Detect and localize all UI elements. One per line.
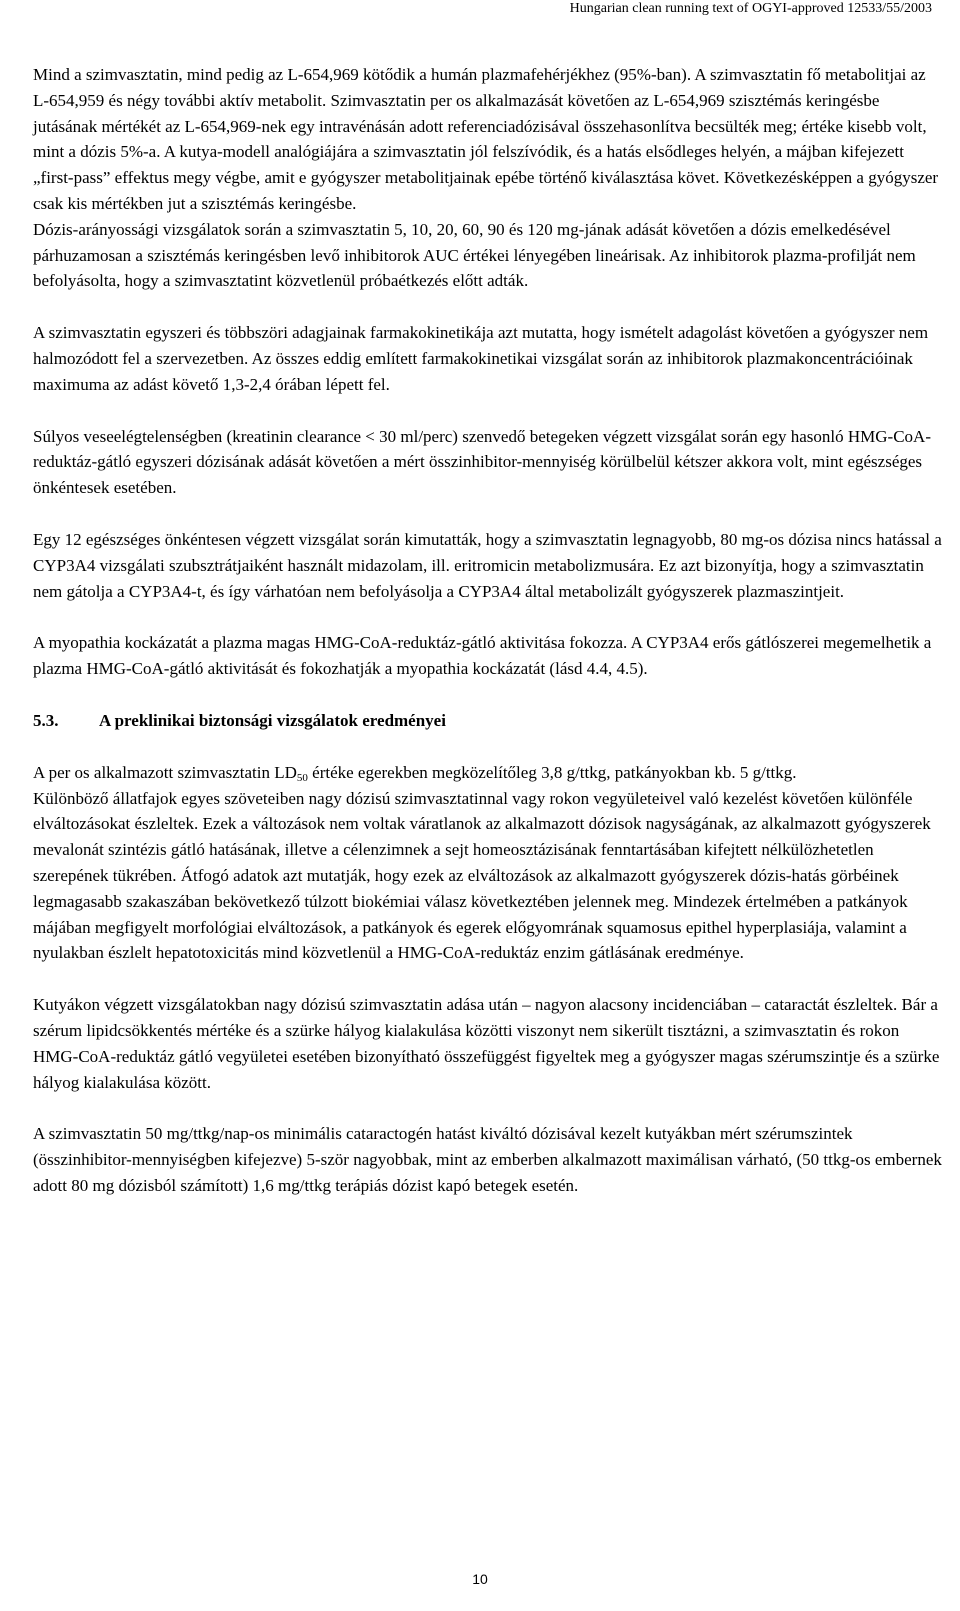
page-number: 10: [472, 1571, 488, 1587]
section-heading: [33, 708, 945, 734]
paragraph-pharmacokinetics: A szimvasztatin egyszeri és többszöri adagjainak farmakokinetikája azt mutatta, hogy ismételt adagolást követően a gyógyszer nem halmozódott fel a szervezetben. Az összes eddig említett farmakokinetikai vizsgálat során az inhibitorok plazmakoncentrációinak maximuma az adást követő 1,3-2,4 órában lépett fel.: [33, 323, 929, 394]
ld50-text-end: értéke egerekben megközelítőleg 3,8 g/ttkg, patkányokban kb. 5 g/ttkg.: [307, 762, 797, 782]
section-title: A preklinikai biztonsági vizsgálatok eredményei: [99, 710, 446, 730]
paragraph-myopathy-risk: A myopathia kockázatát a plazma magas HMG-CoA-reduktáz-gátló aktivitása fokozza. A CYP3A4 erős gátlószerei megemelhetik a plazma HMG-CoA-gátló aktivitását és fokozhatják a myopathia kockázatát (lásd 4.4, 4.5).: [33, 633, 932, 679]
document-body: [33, 62, 945, 1199]
paragraph-cataractogenic-dose: A szimvasztatin 50 mg/ttkg/nap-os minimális cataractogén hatást kiváltó dózisával kezelt kutyákban mért szérumszintek (összinhibitor-mennyiségben kifejezve) 5-ször nagyobbak, mint az emberben alkalmazott maximálisan várható, (50 ttkg-os embernek adott 80 mg dózisból számított) 1,6 mg/ttkg terápiás dózist kapó betegek esetén.: [33, 1124, 942, 1195]
paragraph-tissue-changes: Különböző állatfajok egyes szöveteiben nagy dózisú szimvasztatinnal vagy rokon vegyületeivel való kezelést követően különféle elváltozásokat észleltek. Ezek a változások nem voltak váratlanok az alkalmazott dózisok nagyságának, az alkalmazott gyógyszerek mevalonát szintézis gátló hatásának, illetve a célenzimnek a sejt homeosztázisának fenntartásában kifejtett nélkülözhetetlen szerepének tükrében. Átfogó adatok azt mutatják, hogy ezek az elváltozások az alkalmazott gyógyszerek dózis-hatás görbéinek legmagasabb szakaszában bekövetkező túlzott biokémiai válasz következtében jelennek meg. Mindezek értelmében a patkányok májában megfigyelt morfológiai elváltozások, a patkányok és egerek előgyomrának squamosus epithel hyperplasiája, valamint a nyulakban észlelt hepatotoxicitás mind közvetlenül a HMG-CoA-reduktáz enzim gátlásának eredménye.: [33, 788, 931, 963]
section-number: 5.3.: [33, 710, 59, 730]
running-header: Hungarian clean running text of OGYI-approved 12533/55/2003: [569, 1, 932, 16]
paragraph-cyp3a4-study: Egy 12 egészséges önkéntesen végzett vizsgálat során kimutatták, hogy a szimvasztatin legnagyobb, 80 mg-os dózisa nincs hatással a CYP3A4 vizsgálati szubsztrátjaiként használt midazolam, ill. eritromicin metabolizmusára. Ez azt bizonyítja, hogy a szimvasztatin nem gátolja a CYP3A4-t, és így várhatóan nem befolyásolja a CYP3A4 által metabolizált gyógyszerek plazmaszintjeit.: [33, 529, 942, 601]
paragraph-metabolism: Mind a szimvasztatin, mind pedig az L-654,969 kötődik a humán plazmafehérjékhez (95%-ban). A szimvasztatin fő metabolitjai az L-654,959 és négy további aktív metabolit. Szimvasztatin per os alkalmazását követően az L-654,969 szisztémás keringésbe jutásának mértékét az L-654,969-nek egy intravénásán adott referenciadózisával összehasonlítva becsülték meg; értéke kisebb volt, mint a dózis 5%-a. A kutya-modell analógiájára a szimvasztatin jól felszívódik, és a hatás elsődleges helyén, a májban kifejezett „first-pass” effektus megy végbe, amit e gyógyszer metabolitjainak epébe történő kiválasztása követ. Következésképpen a gyógyszer csak kis mértékben jut a szisztémás keringésbe.: [33, 65, 939, 213]
paragraph-renal-insufficiency: Súlyos veseelégtelenségben (kreatinin clearance < 30 ml/perc) szenvedő betegeken végzett vizsgálat során egy hasonló HMG-CoA-reduktáz-gátló egyszeri dózisának adását követően a mért összinhibitor-mennyiség körülbelül kétszer akkora volt, mint egészséges önkéntesek esetében.: [33, 426, 931, 498]
paragraph-dose-proportionality: Dózis-arányossági vizsgálatok során a szimvasztatin 5, 10, 20, 60, 90 és 120 mg-jának adását követően a dózis emelkedésével párhuzamosan a szisztémás keringésben levő inhibitorok AUC értékei lényegében lineárisak. Az inhibitorok plazma-profilját nem befolyásolta, hogy a szimvasztatint közvetlenül próbaétkezés előtt adták.: [33, 219, 916, 291]
ld50-text-start: A per os alkalmazott szimvasztatin LD: [33, 762, 297, 782]
paragraph-ld50: [33, 760, 945, 786]
ld50-subscript: 50: [296, 771, 308, 784]
paragraph-cataract-dogs: Kutyákon végzett vizsgálatokban nagy dózisú szimvasztatin adása után – nagyon alacsony incidenciában – cataractát észleltek. Bár a szérum lipidcsökkentés mértéke és a szürke hályog kialakulása közötti viszonyt nem sikerült tisztázni, a szimvasztatin és rokon HMG-CoA-reduktáz gátló vegyületei esetében bizonyítható összefüggést figyeltek meg a gyógyszer magas szérumszintje és a szürke hályog kialakulása között.: [33, 995, 940, 1092]
